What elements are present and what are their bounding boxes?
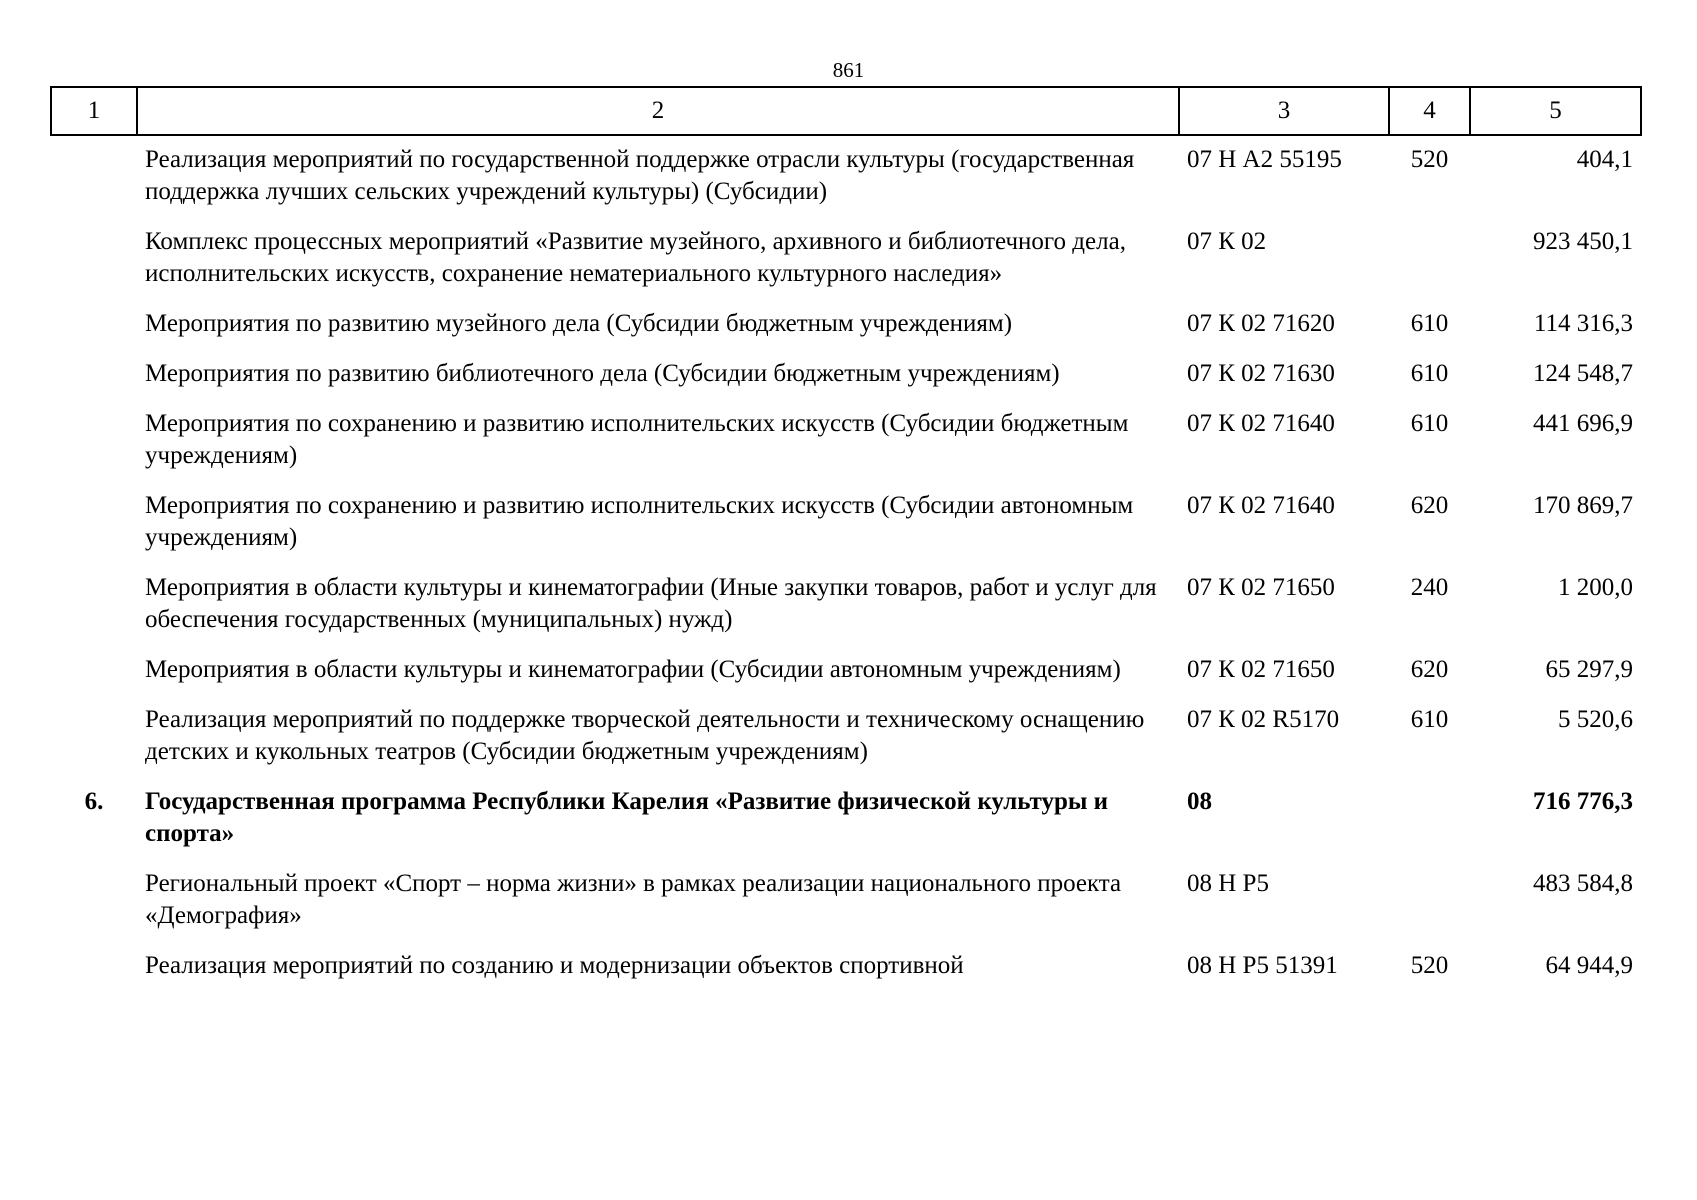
item-name: Реализация мероприятий по государственной поддержке отрасли культуры (государственная поддержка лучших сельских учреждений культуры) (Субсидии) xyxy=(145,146,1135,205)
amount: 404,1 xyxy=(1576,146,1633,173)
target-code: 07 К 02 R5170 xyxy=(1187,706,1340,733)
target-code: 08 Н Р5 51391 xyxy=(1187,952,1338,979)
expense-type: 620 xyxy=(1410,656,1449,683)
target-code: 07 К 02 71620 xyxy=(1187,310,1335,337)
expense-type: 520 xyxy=(1410,952,1449,979)
row-number xyxy=(51,354,137,404)
header-col-4: 4 xyxy=(1389,87,1470,135)
row-number: 6. xyxy=(84,788,104,815)
table-row xyxy=(51,700,1641,782)
expense-type xyxy=(1389,782,1470,864)
row-number xyxy=(51,568,137,650)
target-code: 07 К 02 71640 xyxy=(1187,492,1335,519)
item-name: Комплекс процессных мероприятий «Развитие музейного, архивного и библиотечного дела, исполнительских искусств, сохранение нематериального культурного наследия» xyxy=(145,228,1126,287)
amount: 1 200,0 xyxy=(1558,574,1633,601)
row-number xyxy=(51,486,137,568)
item-name: Региональный проект «Спорт – норма жизни» в рамках реализации национального проекта «Демография» xyxy=(145,870,1122,929)
header-col-5: 5 xyxy=(1470,87,1641,135)
table-body xyxy=(51,135,1641,996)
expense-type: 610 xyxy=(1410,410,1449,437)
table-header xyxy=(51,87,1641,135)
expense-type: 610 xyxy=(1410,310,1449,337)
item-name: Государственная программа Республики Карелия «Развитие физической культуры и спорта» xyxy=(145,788,1109,847)
target-code: 07 Н А2 55195 xyxy=(1187,146,1342,173)
item-name: Мероприятия по сохранению и развитию исполнительских искусств (Субсидии автономным учреждениям) xyxy=(145,492,1134,551)
table-row xyxy=(51,135,1641,222)
row-number xyxy=(51,864,137,946)
amount: 114 316,3 xyxy=(1533,310,1633,337)
row-number xyxy=(51,135,137,222)
header-col-2: 2 xyxy=(137,87,1179,135)
target-code: 07 К 02 71650 xyxy=(1187,574,1335,601)
amount: 923 450,1 xyxy=(1533,228,1633,255)
table-row xyxy=(51,304,1641,354)
expense-type: 610 xyxy=(1410,360,1449,387)
target-code: 08 xyxy=(1187,788,1212,815)
expense-type: 240 xyxy=(1410,574,1449,601)
table-row xyxy=(51,568,1641,650)
table-row xyxy=(51,222,1641,304)
table-row xyxy=(51,782,1641,864)
item-name: Мероприятия в области культуры и кинематографии (Иные закупки товаров, работ и услуг для обеспечения государственных (муниципальных) нужд) xyxy=(145,574,1157,633)
table-row xyxy=(51,354,1641,404)
row-number xyxy=(51,404,137,486)
header-row xyxy=(51,87,1641,135)
row-number xyxy=(51,700,137,782)
amount: 441 696,9 xyxy=(1533,410,1633,437)
row-number xyxy=(51,946,137,996)
amount: 124 548,7 xyxy=(1533,360,1633,387)
amount: 716 776,3 xyxy=(1533,788,1633,815)
expense-type xyxy=(1389,222,1470,304)
item-name: Реализация мероприятий по созданию и модернизации объектов спортивной xyxy=(145,952,964,979)
header-col-3: 3 xyxy=(1179,87,1389,135)
item-name: Мероприятия по развитию библиотечного дела (Субсидии бюджетным учреждениям) xyxy=(145,360,1060,387)
target-code: 07 К 02 xyxy=(1187,228,1267,255)
item-name: Реализация мероприятий по поддержке творческой деятельности и техническому оснащению детских и кукольных театров (Субсидии бюджетным учреждениям) xyxy=(145,706,1145,765)
amount: 170 869,7 xyxy=(1533,492,1633,519)
header-col-1: 1 xyxy=(51,87,137,135)
expense-type: 520 xyxy=(1410,146,1449,173)
amount: 5 520,6 xyxy=(1558,706,1633,733)
target-code: 07 К 02 71640 xyxy=(1187,410,1335,437)
table-row xyxy=(51,946,1641,996)
expense-type: 620 xyxy=(1410,492,1449,519)
budget-table xyxy=(50,86,1642,996)
item-name: Мероприятия по развитию музейного дела (Субсидии бюджетным учреждениям) xyxy=(145,310,1013,337)
table-row xyxy=(51,650,1641,700)
amount: 65 297,9 xyxy=(1545,656,1633,683)
item-name: Мероприятия по сохранению и развитию исполнительских искусств (Субсидии бюджетным учреждениям) xyxy=(145,410,1129,469)
table-row xyxy=(51,864,1641,946)
expense-type: 610 xyxy=(1410,706,1449,733)
expense-type xyxy=(1389,864,1470,946)
target-code: 07 К 02 71630 xyxy=(1187,360,1335,387)
target-code: 07 К 02 71650 xyxy=(1187,656,1335,683)
item-name: Мероприятия в области культуры и кинематографии (Субсидии автономным учреждениям) xyxy=(145,656,1121,683)
page-number: 861 xyxy=(832,58,865,82)
table-row xyxy=(51,486,1641,568)
row-number xyxy=(51,650,137,700)
row-number xyxy=(51,222,137,304)
amount: 64 944,9 xyxy=(1545,952,1633,979)
table-row xyxy=(51,404,1641,486)
row-number xyxy=(51,304,137,354)
target-code: 08 Н Р5 xyxy=(1187,870,1269,897)
amount: 483 584,8 xyxy=(1533,870,1633,897)
